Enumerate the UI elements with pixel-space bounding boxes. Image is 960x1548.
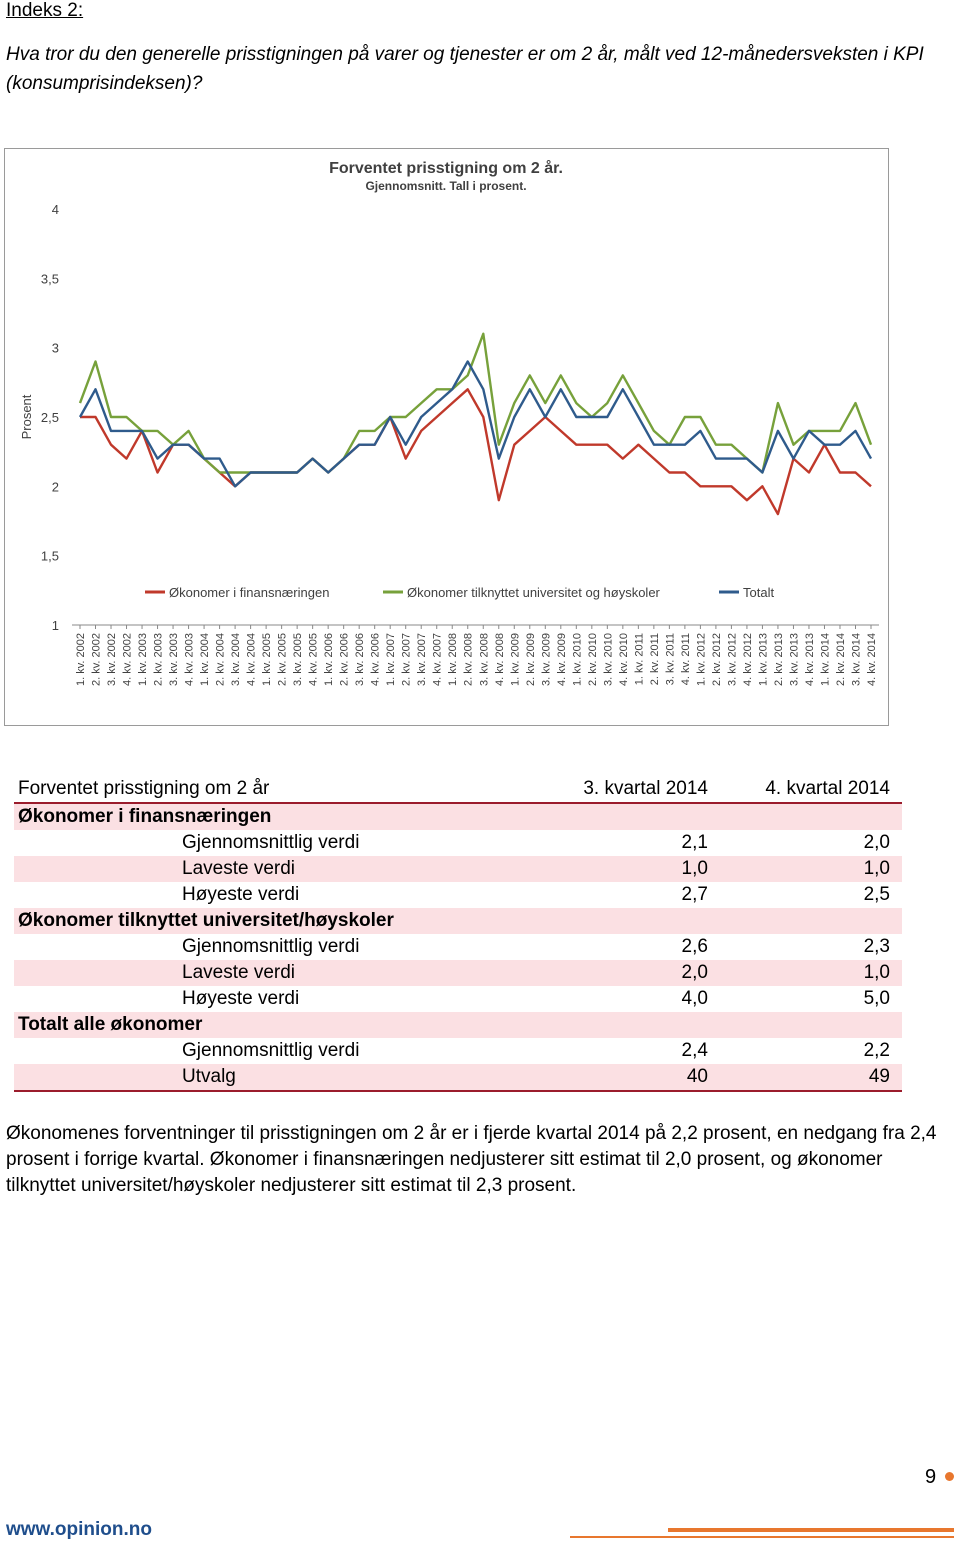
table-header-label: Forventet prisstigning om 2 år: [14, 776, 517, 803]
table-group-label: Økonomer tilknyttet universitet/høyskoler: [14, 908, 517, 934]
x-tick-label: 4. kv. 2011: [679, 633, 692, 686]
table-cell-q4: [710, 908, 902, 934]
x-tick-label: 3. kv. 2011: [664, 633, 677, 686]
table-row-label: Gjennomsnittlig verdi: [182, 832, 360, 853]
y-tick-label: 2,5: [40, 410, 59, 425]
x-tick-label: 4. kv. 2012: [741, 633, 754, 686]
table-group-row: [14, 1012, 902, 1038]
table-group-row: [14, 908, 902, 934]
x-tick-label: 1. kv. 2003: [137, 633, 150, 686]
y-tick-label: 1: [51, 618, 59, 633]
x-tick-label: 1. kv. 2014: [819, 633, 832, 686]
legend-label-2: Økonomer tilknyttet universitet og høyskoler: [407, 585, 660, 600]
table-cell-q3: 40: [517, 1064, 710, 1091]
table-row: [14, 830, 902, 856]
table-cell-q4: 1,0: [710, 960, 902, 986]
footer-url-link[interactable]: www.opinion.no: [6, 1519, 152, 1540]
x-tick-label: 3. kv. 2008: [478, 633, 491, 686]
x-tick-label: 3. kv. 2012: [726, 633, 739, 686]
x-tick-label: 2. kv. 2010: [586, 633, 599, 686]
table-row: [14, 960, 902, 986]
table-cell-q4: 2,5: [863, 884, 890, 905]
x-tick-label: 4. kv. 2005: [307, 633, 320, 686]
y-tick-label: 1,5: [40, 548, 59, 564]
table-row: [14, 986, 902, 1012]
table-row-label: Laveste verdi: [14, 856, 517, 882]
table-cell-q3: [517, 803, 710, 830]
table-cell-q4: 5,0: [863, 988, 890, 1009]
table-group-label: Økonomer i finansnæringen: [14, 803, 517, 830]
table-row-label: Laveste verdi: [14, 960, 517, 986]
table-row: [14, 856, 902, 882]
x-tick-label: 4. kv. 2007: [431, 633, 444, 686]
x-tick-label: 2. kv. 2003: [152, 633, 165, 686]
x-tick-label: 3. kv. 2005: [292, 633, 305, 686]
x-tick-label: 2. kv. 2007: [400, 633, 413, 686]
x-tick-label: 4. kv. 2013: [803, 633, 816, 686]
x-tick-label: 4. kv. 2010: [617, 633, 630, 686]
legend-label-3: Totalt: [743, 585, 775, 600]
table-cell-q4: 49: [710, 1064, 902, 1091]
x-tick-label: 4. kv. 2002: [121, 633, 134, 686]
x-tick-label: 1. kv. 2006: [323, 633, 336, 686]
table-cell-q3: 2,4: [681, 1040, 708, 1061]
summary-paragraph: Økonomenes forventninger til prisstigningen om 2 år er i fjerde kvartal 2014 på 2,2 prosent, en nedgang fra 2,4 prosent i forrige kvartal. Økonomer i finansnæringen nedjusterer sitt estimat til 2,0 prosent, og økonomer tilknyttet universitet/høyskoler nedjusterer sitt estimat til 2,3 prosent.: [6, 1123, 937, 1196]
x-tick-label: 2. kv. 2005: [276, 633, 289, 686]
x-tick-label: 2. kv. 2008: [462, 633, 475, 686]
table-cell-q3: 2,1: [681, 832, 708, 853]
table-cell-q4: 1,0: [710, 856, 902, 882]
table-header-q3: 3. kvartal 2014: [517, 776, 710, 803]
table-cell-q4: 2,2: [863, 1040, 890, 1061]
table-header-row: [14, 776, 902, 803]
table-row-label: Gjennomsnittlig verdi: [182, 936, 360, 957]
table-cell-q3: 1,0: [517, 856, 710, 882]
table-cell-q4: 2,3: [863, 936, 890, 957]
x-tick-label: 3. kv. 2009: [540, 633, 553, 686]
x-tick-label: 2. kv. 2011: [648, 633, 661, 686]
section-heading-text: Indeks 2:: [6, 0, 84, 21]
y-tick-label: 2: [51, 479, 59, 495]
x-tick-label: 2. kv. 2012: [710, 633, 723, 686]
x-tick-label: 2. kv. 2004: [214, 633, 227, 686]
y-tick-label: 3,5: [40, 271, 59, 287]
table-cell-q3: 2,7: [681, 884, 708, 905]
x-tick-label: 1. kv. 2011: [633, 633, 646, 686]
table-cell-q3: [517, 1012, 710, 1038]
x-tick-label: 2. kv. 2014: [834, 633, 847, 686]
x-tick-label: 1. kv. 2007: [385, 633, 398, 686]
y-tick-label: 4: [51, 202, 59, 217]
table-group-label: Totalt alle økonomer: [14, 1012, 517, 1038]
table-cell-q4: 2,0: [863, 832, 890, 853]
table-cell-q3: 2,6: [681, 936, 708, 957]
x-tick-label: 1. kv. 2012: [695, 633, 708, 686]
y-tick-label: 3: [51, 340, 59, 356]
table-row-label: Utvalg: [14, 1064, 517, 1091]
table-header-q4: 4. kvartal 2014: [710, 776, 902, 803]
table-row-label: Høyeste verdi: [182, 988, 300, 1009]
line-chart-svg: [5, 149, 888, 725]
x-tick-label: 3. kv. 2002: [106, 633, 119, 686]
x-tick-label: 3. kv. 2003: [168, 633, 181, 686]
table-row-label: Gjennomsnittlig verdi: [182, 1040, 360, 1061]
footer-accent-bar: [668, 1528, 954, 1532]
x-tick-label: 4. kv. 2004: [245, 633, 258, 686]
table-cell-q3: [517, 908, 710, 934]
expectations-table: [14, 776, 902, 1092]
chart-title: Forventet prisstigning om 2 år.: [329, 160, 563, 177]
x-tick-label: 2. kv. 2002: [90, 633, 103, 686]
x-tick-label: 1. kv. 2013: [757, 633, 770, 686]
table-row-label: Høyeste verdi: [182, 884, 300, 905]
table-group-row: [14, 803, 902, 830]
legend-label-1: Økonomer i finansnæringen: [169, 585, 330, 600]
section-heading: [6, 0, 83, 22]
series-line-3: [80, 362, 871, 487]
x-tick-label: 3. kv. 2004: [230, 633, 243, 686]
x-tick-label: 2. kv. 2009: [524, 633, 537, 686]
table-row: [14, 882, 902, 908]
page-number: 9: [925, 1466, 937, 1488]
table-row: [14, 934, 902, 960]
page-dot-icon: [945, 1472, 954, 1481]
table-cell-q4: [710, 1012, 902, 1038]
x-tick-label: 4. kv. 2008: [493, 633, 506, 686]
x-tick-label: 2. kv. 2013: [772, 633, 785, 686]
x-tick-label: 1. kv. 2002: [75, 633, 87, 686]
series-line-1: [80, 389, 871, 514]
x-tick-label: 4. kv. 2003: [183, 633, 196, 686]
x-tick-label: 4. kv. 2006: [369, 633, 382, 686]
x-tick-label: 1. kv. 2005: [261, 633, 274, 686]
x-tick-label: 3. kv. 2007: [416, 633, 429, 686]
table-row: [14, 1064, 902, 1091]
x-tick-label: 1. kv. 2010: [571, 633, 584, 686]
footer-accent-line: [570, 1536, 954, 1538]
x-tick-label: 2. kv. 2006: [338, 633, 351, 686]
x-tick-label: 1. kv. 2009: [509, 633, 522, 686]
x-tick-label: 3. kv. 2014: [850, 633, 863, 686]
x-tick-label: 3. kv. 2010: [602, 633, 615, 686]
x-tick-label: 1. kv. 2008: [447, 633, 460, 686]
x-tick-label: 3. kv. 2006: [354, 633, 367, 686]
table-cell-q3: 4,0: [681, 988, 708, 1009]
x-tick-label: 4. kv. 2009: [555, 633, 568, 686]
line-chart: [4, 148, 889, 726]
survey-question: Hva tror du den generelle prisstigningen på varer og tjenester er om 2 år, målt ved 12-månedersveksten i KPI (konsumprisindeksen)?: [6, 44, 924, 94]
y-axis-title: Prosent: [19, 394, 34, 440]
table-cell-q4: [710, 803, 902, 830]
chart-subtitle: Gjennomsnitt. Tall i prosent.: [365, 179, 527, 193]
table-cell-q3: 2,0: [517, 960, 710, 986]
table-row: [14, 1038, 902, 1064]
x-tick-label: 4. kv. 2014: [866, 633, 878, 686]
x-tick-label: 3. kv. 2013: [788, 633, 801, 686]
x-tick-label: 1. kv. 2004: [199, 633, 212, 686]
